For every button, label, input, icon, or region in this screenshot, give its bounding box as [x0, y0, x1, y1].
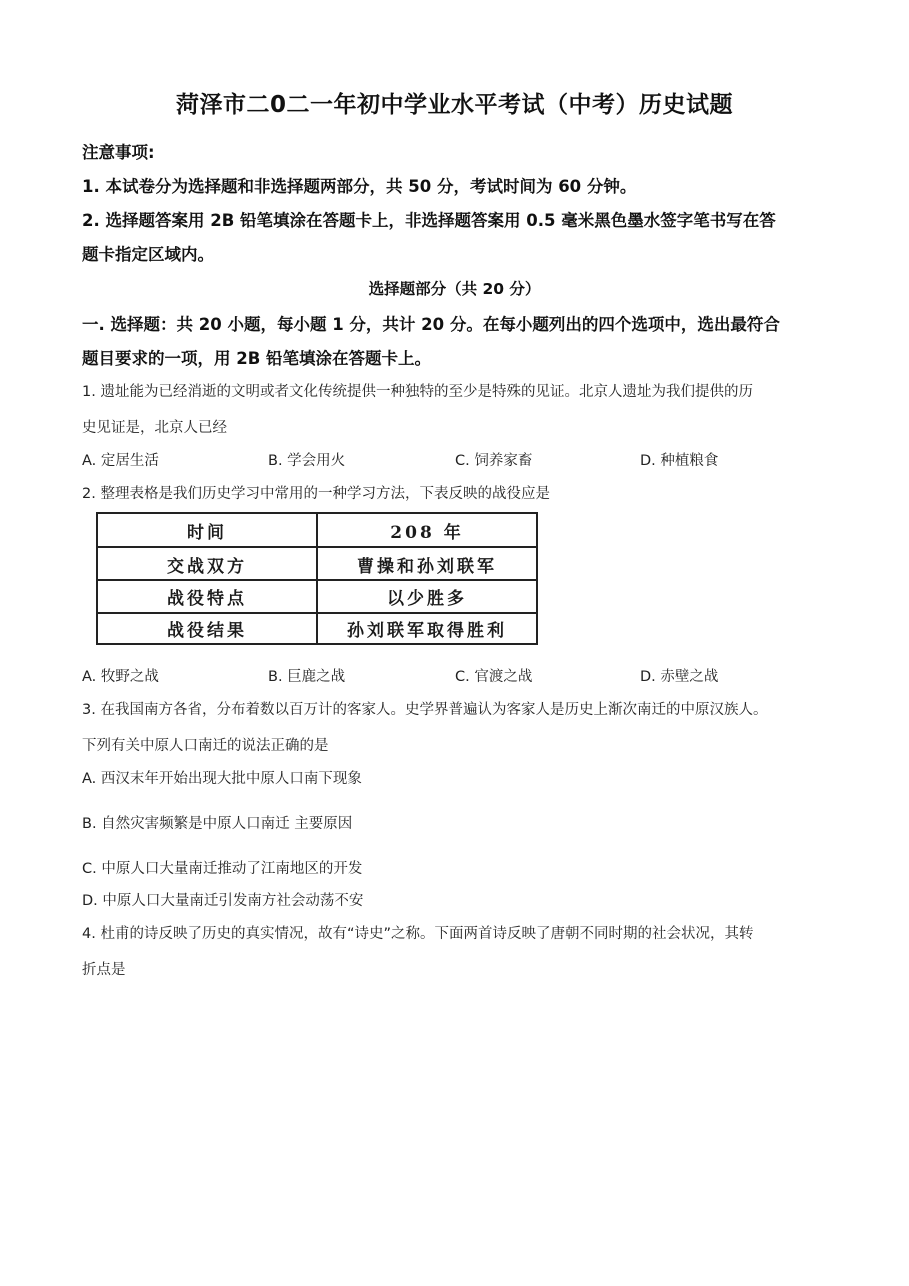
question-3-option-d: D. 中原人口大量南迁引发南方社会动荡不安 — [82, 893, 364, 909]
table-cell-label: 战役特点 — [98, 580, 318, 613]
notice-item-2-line-1: 2. 选择题答案用 2B 铅笔填涂在答题卡上，非选择题答案用 0.5 毫米黑色墨水签字笔书写在答 — [82, 211, 776, 230]
section-instructions-line-2: 题目要求的一项，用 2B 铅笔填涂在答题卡上。 — [82, 349, 432, 368]
section-heading: 选择题部分（共 20 分） — [368, 280, 541, 298]
question-2-option-d: D. 赤壁之战 — [640, 669, 719, 685]
question-3-option-c: C. 中原人口大量南迁推动了江南地区的开发 — [82, 861, 363, 877]
question-3-line-1: 3. 在我国南方各省，分布着数以百万计的客家人。史学界普遍认为客家人是历史上渐次南迁的中原汉族人。 — [82, 702, 768, 718]
table-cell-label: 战役结果 — [98, 612, 318, 645]
question-3-option-a: A. 西汉末年开始出现大批中原人口南下现象 — [82, 771, 362, 787]
table-row — [98, 580, 536, 613]
section-instructions-line-1: 一. 选择题：共 20 小题，每小题 1 分，共计 20 分。在每小题列出的四个选项中，选出最符合 — [82, 315, 780, 334]
question-1-option-c: C. 饲养家畜 — [455, 453, 533, 469]
question-1-option-a: A. 定居生活 — [82, 453, 159, 469]
table-row — [98, 548, 536, 581]
notice-item-1: 1. 本试卷分为选择题和非选择题两部分，共 50 分，考试时间为 60 分钟。 — [82, 177, 637, 196]
battle-info-table — [96, 512, 538, 645]
notice-heading: 注意事项: — [82, 143, 155, 162]
table-row — [98, 514, 536, 547]
question-1-option-d: D. 种植粮食 — [640, 453, 719, 469]
question-3-option-b: B. 自然灾害频繁是中原人口南迁 主要原因 — [82, 816, 353, 832]
notice-item-2-line-2: 题卡指定区域内。 — [82, 245, 214, 264]
page-title: 菏泽市二0二一年初中学业水平考试（中考）历史试题 — [175, 92, 733, 118]
question-1-option-b: B. 学会用火 — [268, 453, 346, 469]
question-2-option-b: B. 巨鹿之战 — [268, 669, 346, 685]
table-cell-label: 交战双方 — [98, 548, 318, 581]
question-2-option-c: C. 官渡之战 — [455, 669, 533, 685]
table-row — [98, 612, 536, 645]
question-4-line-1: 4. 杜甫的诗反映了历史的真实情况，故有“诗史”之称。下面两首诗反映了唐朝不同时期的社会状况，其转 — [82, 926, 754, 942]
question-1-line-1: 1. 遗址能为已经消逝的文明或者文化传统提供一种独特的至少是特殊的见证。北京人遗址为我们提供的历 — [82, 384, 753, 400]
question-2-stem: 2. 整理表格是我们历史学习中常用的一种学习方法，下表反映的战役应是 — [82, 486, 550, 502]
table-cell-value: 以少胜多 — [387, 589, 467, 609]
table-cell-value: 孙刘联军取得胜利 — [347, 621, 507, 641]
question-1-line-2: 史见证是，北京人已经 — [82, 420, 227, 436]
question-2-option-a: A. 牧野之战 — [82, 669, 159, 685]
question-4-line-2: 折点是 — [82, 962, 126, 978]
table-cell-value: 曹操和孙刘联军 — [357, 557, 497, 577]
table-cell-value: 208 年 — [390, 523, 464, 543]
table-cell-label: 时间 — [98, 514, 318, 547]
question-3-line-2: 下列有关中原人口南迁的说法正确的是 — [82, 738, 329, 754]
